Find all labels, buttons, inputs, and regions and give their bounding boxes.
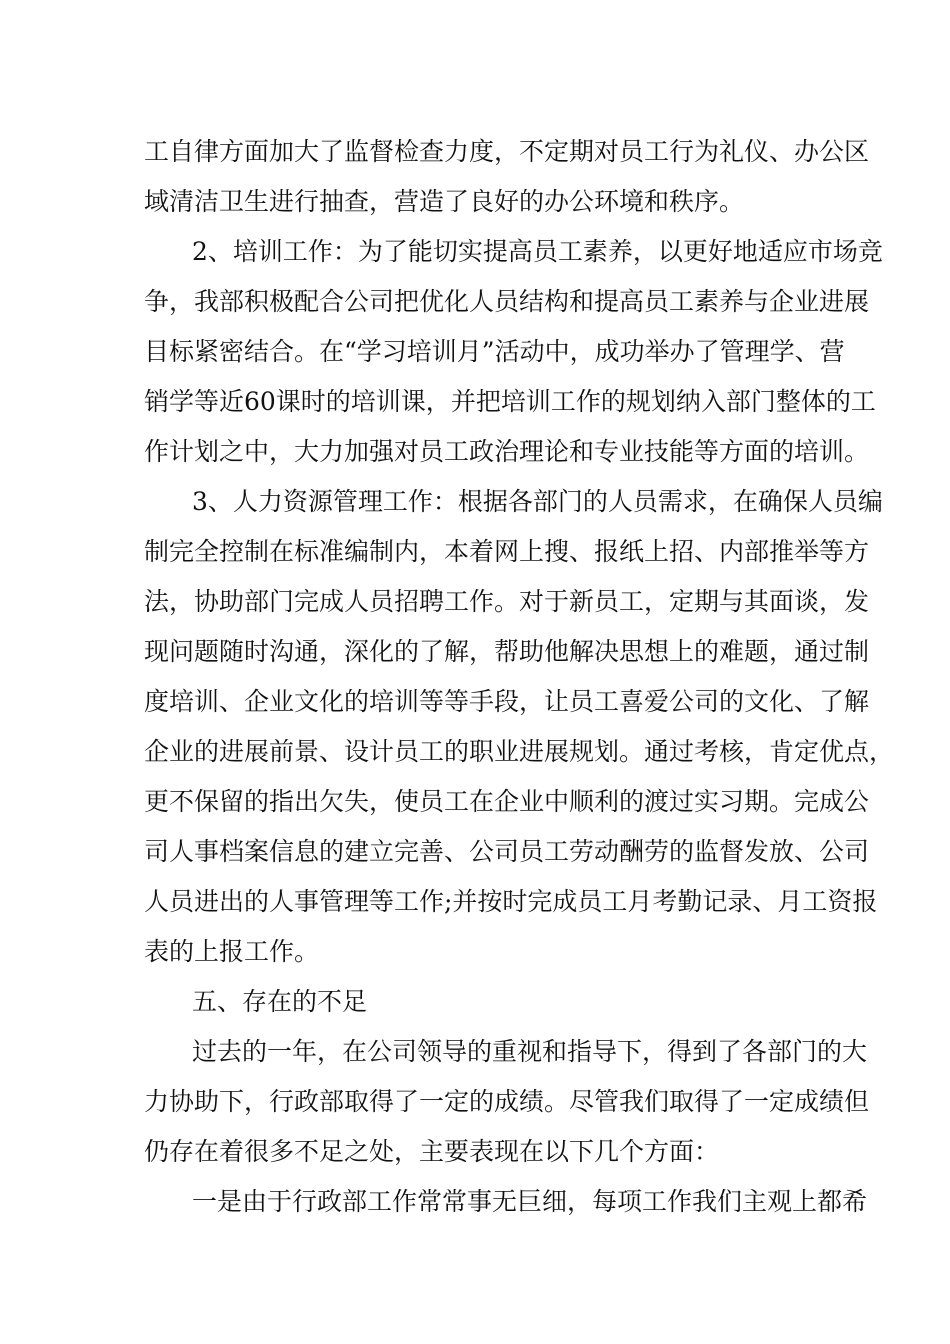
text-line: 现问题随时沟通，深化的了解，帮助他解决思想上的难题，通过制 — [144, 637, 870, 666]
section-heading: 五、存在的不足 — [192, 987, 368, 1016]
text-line: 仍存在着很多不足之处，主要表现在以下几个方面： — [144, 1137, 720, 1166]
text-line: 力协助下，行政部取得了一定的成绩。尽管我们取得了一定成绩但 — [144, 1087, 870, 1116]
text-line: 制完全控制在标准编制内，本着网上搜、报纸上招、内部推举等方 — [144, 537, 870, 566]
text-line: 更不保留的指出欠失，使员工在企业中顺利的渡过实习期。完成公 — [144, 787, 870, 816]
text-line: 度培训、企业文化的培训等等手段，让员工喜爱公司的文化、了解 — [144, 687, 870, 716]
text-line: 企业的进展前景、设计员工的职业进展规划。通过考核，肯定优点， — [144, 737, 895, 766]
text-line: 工自律方面加大了监督检查力度，不定期对员工行为礼仪、办公区 — [144, 137, 870, 166]
text-line: 司人事档案信息的建立完善、公司员工劳动酬劳的监督发放、公司 — [144, 837, 870, 866]
text-line: 表的上报工作。 — [144, 937, 320, 966]
text-line: 销学等近60课时的培训课，并把培训工作的规划纳入部门整体的工 — [144, 387, 876, 416]
text-line: 目标紧密结合。在“学习培训月”活动中，成功举办了管理学、营 — [144, 337, 845, 366]
text-line: 人员进出的人事管理等工作;并按时完成员工月考勤记录、月工资报 — [144, 887, 878, 916]
text-line: 争，我部积极配合公司把优化人员结构和提高员工素养与企业进展 — [144, 287, 870, 316]
text-line: 域清洁卫生进行抽查，营造了良好的办公环境和秩序。 — [144, 187, 745, 216]
paragraph-start-line: 过去的一年，在公司领导的重视和指导下，得到了各部门的大 — [192, 1037, 868, 1066]
paragraph-start-line: 一是由于行政部工作常常事无巨细，每项工作我们主观上都希 — [192, 1187, 868, 1216]
paragraph-start-line: 2、培训工作：为了能切实提高员工素养，以更好地适应市场竞 — [192, 237, 883, 266]
paragraph-start-line: 3、人力资源管理工作：根据各部门的人员需求，在确保人员编 — [192, 487, 883, 516]
text-line: 法，协助部门完成人员招聘工作。对于新员工，定期与其面谈，发 — [144, 587, 870, 616]
text-line: 作计划之中，大力加强对员工政治理论和专业技能等方面的培训。 — [144, 437, 870, 466]
